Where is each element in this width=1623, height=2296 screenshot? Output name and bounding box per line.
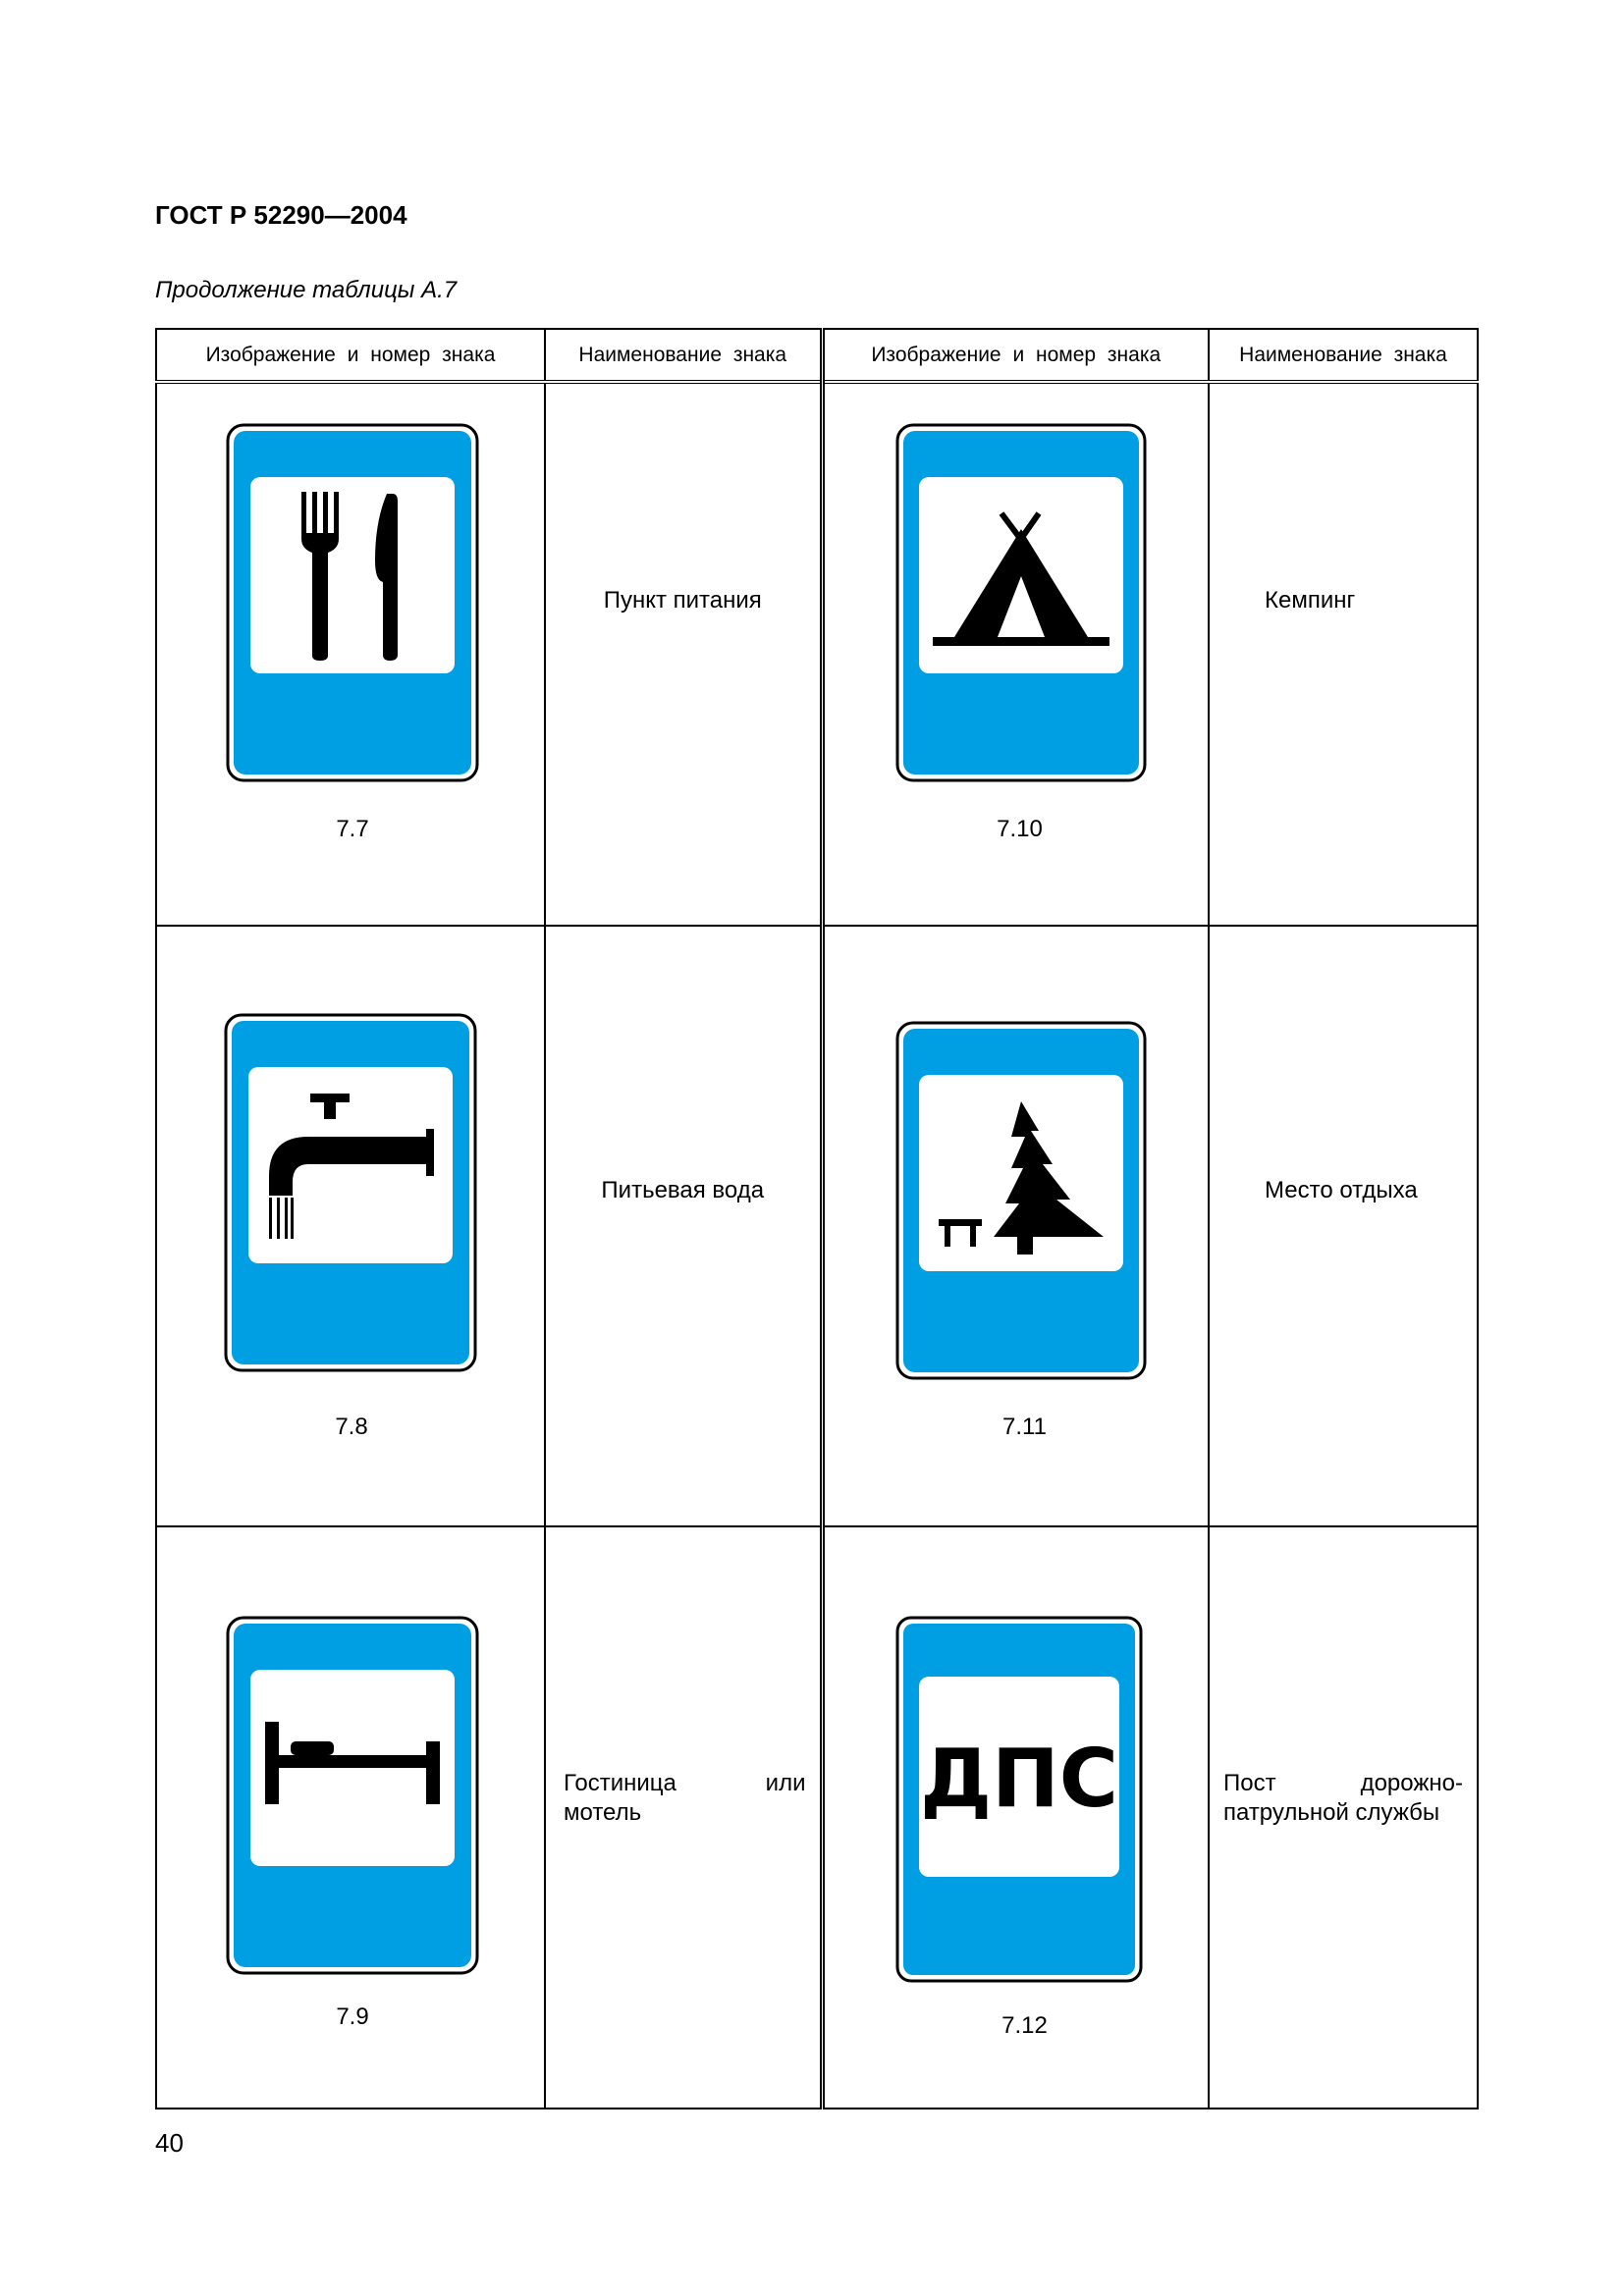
sign-7-10: [895, 423, 1147, 782]
sign-name-cell: [1209, 926, 1478, 1526]
sign-number: 7.8: [335, 1414, 368, 1440]
table-header-row: [156, 329, 1478, 382]
dps-text-icon: ДПС: [919, 1733, 1118, 1826]
column-header-name: Наименование знака: [545, 329, 822, 382]
sign-cell-7-11: [822, 926, 1209, 1526]
signs-table: [155, 328, 1479, 2109]
sign-name: Пункт питания: [603, 587, 762, 614]
sign-7-9: [226, 1616, 479, 1975]
table-row: [156, 1526, 1478, 2109]
sign-7-7: [226, 423, 479, 782]
sign-name: Гостиница или мотель: [564, 1770, 806, 1826]
sign-name: Питьевая вода: [601, 1177, 765, 1203]
sign-7-11: [895, 1021, 1147, 1380]
column-header-image: Изображение и номер знака: [156, 329, 545, 382]
column-header-name: Наименование знака: [1209, 329, 1478, 382]
sign-name-cell: [545, 926, 822, 1526]
column-header-image: Изображение и номер знака: [822, 329, 1209, 382]
sign-7-12: [895, 1616, 1143, 1983]
document-title: ГОСТ Р 52290—2004: [155, 200, 407, 230]
sign-number: 7.11: [1002, 1414, 1047, 1440]
sign-number: 7.7: [336, 816, 369, 842]
table-caption: Продолжение таблицы А.7: [155, 277, 458, 303]
sign-number: 7.12: [1001, 2012, 1048, 2039]
sign-cell-7-9: [156, 1526, 545, 2109]
table-row: [156, 926, 1478, 1526]
sign-cell-7-10: [822, 382, 1209, 926]
sign-cell-7-8: [156, 926, 545, 1526]
sign-cell-7-7: [156, 382, 545, 926]
sign-name: Пост дорожно-патрульной службы: [1223, 1770, 1463, 1826]
sign-name-cell: [1209, 382, 1478, 926]
sign-7-8: [224, 1013, 477, 1372]
sign-cell-7-12: [822, 1526, 1209, 2109]
sign-name: Место отдыха: [1265, 1177, 1418, 1203]
sign-name: Кемпинг: [1265, 587, 1356, 614]
sign-number: 7.10: [997, 816, 1043, 842]
sign-name-cell: [545, 1526, 822, 2109]
sign-number: 7.9: [336, 2003, 369, 2030]
sign-name-cell: [1209, 1526, 1478, 2109]
page-number: 40: [155, 2128, 184, 2158]
table-row: [156, 382, 1478, 926]
sign-name-cell: [545, 382, 822, 926]
